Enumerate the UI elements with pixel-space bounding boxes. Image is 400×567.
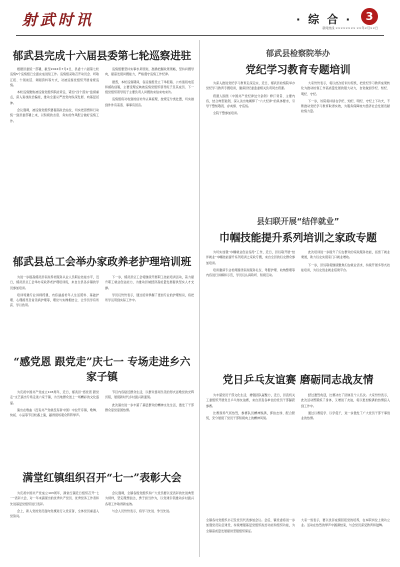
article-column: [206, 250, 295, 280]
article-column: [206, 393, 295, 423]
article-body: [206, 81, 390, 119]
masthead-meta: 新闻热线 ×××××××× ××年×月××日: [322, 26, 378, 30]
article-headline: 党日乒乓友谊赛 磨砺同志战友情: [222, 374, 374, 386]
article-column: [10, 491, 99, 521]
article-paragraph: 下一步，郁武县总工会将继续开展职工技能培训活动，着力提升职工就业创业能力，为推动县域经济高质量发展提供坚实人才支撑。: [105, 275, 194, 290]
article-body: [10, 67, 194, 126]
article-table-tennis: [206, 362, 390, 512]
article-paragraph: 巡察组将对收到的信访件认真梳理，按规定分类处置，切实做到件件有着落、事事有回音。: [105, 97, 194, 107]
article-paragraph: 根据县委统一部署，截至2024年7月2日，县委十六届第七轮巡察5个巡察组已全面完成进驻工作。巡察组采取召开动员会、听取汇报、个别谈话、调阅资料等方式，对被巡察党组织开展常规巡察。: [10, 67, 99, 87]
article-paragraph: 演出在歌曲《没有共产党就没有新中国》中拉开序幕，歌舞、快板、小品等节目轮番上演，赢得现场观众阵阵掌声。: [10, 407, 99, 418]
article-performance: [10, 346, 194, 466]
article-paragraph: 与会人员纷纷表示，将学习先进、争当先进。: [112, 508, 173, 513]
page-number-badge: 3: [361, 8, 378, 25]
article-subheadline: 郁武县检察院举办: [266, 49, 330, 58]
newspaper-logo: 射武时讯: [22, 11, 95, 29]
article-paragraph: 巡察组要坚持实事求是原则，准确把握政策策略，坚持问题导向，提高发现问题能力，严格遵守巡察工作纪律。: [105, 67, 194, 77]
article-column: [206, 518, 295, 536]
article-paragraph: 学员们纷纷表示，通过培训掌握了更加专业的护理知识，将把所学运用到实际工作中。: [105, 292, 194, 303]
article-column: [10, 275, 99, 311]
article-column: [301, 81, 390, 119]
article-paragraph: 经过激烈角逐，比赛决出了团体及个人名次。大家纷纷表示，此次活动既锻炼了身体，又增进了友谊，将以更加饱满的热情投入到工作中。: [301, 393, 390, 408]
masthead-rule: [16, 35, 384, 36]
article-headline: 满堂红镇组织召开“七一”表彰大会: [22, 472, 182, 484]
article-paragraph: 为切实加强“巾帼就业创业指导”工作，近日，县妇联开展“结伴就业”巾帼技能提升系列培训之家政专题，来自全县的妇女群众参加培训。: [206, 250, 295, 265]
article-paragraph: 据悉，本轮巡察期间，各巡察组设立了举报箱、公布值班电话和邮政信箱，主要受理反映被巡察党组织领导班子及其成员、下一级党组织领导班子主要负责人问题的来信来电来访。: [105, 79, 194, 95]
article-paragraph: 为庆祝中国共产党成立103周年，近日，郁武县“感党恩 跟党走”文艺演出专场走进六家子镇，为当地群众送上一场精彩的文化盛宴。: [10, 390, 99, 405]
article-column: [105, 491, 194, 521]
article-body: [10, 491, 194, 521]
article-paragraph: 会上，新入党的党员面向党旗进行入党宣誓，全体党员重温入党誓词。: [10, 508, 99, 519]
article-paragraph: 为深入推进党纪学习教育走深走实，近日，郁武县检察院举办党纪学习教育专题培训，邀请县纪委监委相关负责同志授课。: [206, 81, 295, 91]
article-union-training: [10, 246, 194, 346]
article-paragraph: 大家一致表示，要以优异成绩回报党的培养，在本职岗位上建功立业。活动在热烈的掌声中圆满结束，与会党员深受教育和鼓舞。: [301, 518, 390, 528]
article-paragraph: 下一步，县妇联将继续聚焦妇女就业需求，持续开展多形式技能培训，为妇女创业就业搭建平台。: [301, 262, 390, 272]
article-paragraph: 授课人围绕《中国共产党纪律处分条例》修订背景、主要内容，结合典型案例，深入浅出地阐释了“六大纪律”的具体要求，引导干警知敬畏、存戒惧、守底线。: [206, 93, 295, 109]
article-inspection: [10, 42, 194, 240]
article-paragraph: 本轮巡察聚焦被巡察党组织职能责任，紧扣“四个落实”监督重点，深入查找政治偏差，推动全面从严治党向纵深发展、向基层延伸。: [10, 90, 99, 105]
article-paragraph: 会议强调，被巡察党组织要提高政治站位，切实把思想和行动统一到县委部署上来，以积极的态度、务实的作风配合做好巡察工作。: [10, 108, 99, 123]
article-paragraph: 节目内容贴近群众生活，以群众喜闻乐见的形式讴歌党的光辉历程，展现新时代乡村振兴新面貌。: [105, 390, 194, 400]
article-paragraph: 全院干警参加培训。: [213, 111, 241, 116]
article-column: [10, 67, 99, 126]
article-paragraph: 此次演出进一步丰富了基层群众的精神文化生活，激发了干部群众爱党爱国热情。: [105, 402, 194, 412]
article-headline: 巾帼技能提升系列培训之家政专题: [219, 232, 377, 244]
article-column: [301, 518, 390, 536]
article-column: [206, 81, 295, 119]
article-headline: 郁武县总工会举办家政养老护理培训班: [12, 256, 192, 268]
article-body: [10, 390, 194, 420]
article-paragraph: 培训特邀专业讲师授课，内容涵盖老年人生活照料、基础护理、心理疏导及常见病护理等，理论与实操相结合，让学员学有所获、学以致用。: [10, 292, 99, 308]
article-column: [10, 390, 99, 420]
article-womens-federation: [206, 208, 390, 356]
article-continuation: [206, 518, 390, 558]
masthead: [8, 4, 392, 36]
section-label: · 综 合 ·: [296, 13, 352, 26]
article-paragraph: 会议强调，全镇各级党组织和广大党员要以受表彰的先进典型为榜样，坚定理想信念，勇于担当作为，以党建引领推动乡村振兴各项工作取得新成效。: [105, 491, 194, 506]
article-column: [301, 250, 390, 280]
article-paragraph: 为庆祝中国共产党成立103周年，满堂红镇近日组织召开“七一”表彰大会，对一年来涌现出的优秀共产党员、优秀党务工作者和先进基层党组织进行表彰。: [10, 491, 99, 506]
article-column: [105, 275, 194, 311]
article-paragraph: 此次培训进一步提升了妇女群众的家政服务技能，拓宽了就业渠道，助力妇女实现家门口就业增收。: [301, 250, 390, 260]
column-divider: [199, 40, 200, 557]
article-paragraph: 全镇各村党组织书记及党员代表参加会议。会后，镇党委将进一步加强党员队伍建设，持续增强基层党组织政治功能和组织功能，为全镇高质量发展提供坚强组织保证。: [206, 518, 295, 533]
article-commendation: [10, 462, 194, 558]
article-procuratorate-training: [206, 42, 390, 212]
article-paragraph: 为进一步提高郁武县家政养老服务从业人员职业技能水平，近日，郁武县总工会举办家政养老护理培训班，来自全县各乡镇的学员参加培训。: [10, 275, 99, 290]
article-body: [206, 250, 390, 280]
article-body: [10, 275, 194, 311]
article-column: [105, 390, 194, 420]
article-headline: 党纪学习教育专题培训: [245, 64, 351, 76]
article-headline: 郁武县完成十六届县委第七轮巡察进驻: [12, 50, 192, 62]
article-paragraph: 下一步，该院将持续在学纪、知纪、明纪、守纪上下功夫，不断推动党纪学习教育取得实效，为服务保障地方经济社会发展贡献检察力量。: [301, 98, 390, 114]
article-paragraph: 大家纷纷表示，将以此次培训为契机，把党纪学习教育成果转化为推动检察工作高质量发展的强大动力，自觉做到学纪、知纪、明纪、守纪。: [301, 81, 390, 96]
article-paragraph: 为丰富党员干部文化生活，增强团队凝聚力，近日，县直机关工委组织开展党日乒乓球友谊赛，来自县直各单位的党员干部踊跃参赛。: [206, 393, 295, 408]
article-paragraph: 培训邀请专业老师围绕家政服务礼仪、母婴护理、收纳整理等内容进行讲解和示范，学员们认真聆听、积极互动。: [206, 267, 295, 278]
article-subheadline: 县妇联开展“结伴就业”: [256, 217, 340, 226]
article-paragraph: 比赛现场气氛热烈，参赛队员精神饱满，挥拍击球、配合默契，充分展现了党员干部积极向上的精神风貌。: [206, 410, 295, 421]
article-column: [105, 67, 194, 126]
article-paragraph: 通过以赛促学、以学促干，进一步激发了广大党员干部干事创业的热情。: [301, 410, 390, 421]
article-body: [206, 393, 390, 423]
article-headline: “感党恩 跟党走”庆七一 专场走进乡六家子镇: [13, 356, 191, 383]
article-column: [301, 393, 390, 423]
article-body: [206, 518, 390, 536]
